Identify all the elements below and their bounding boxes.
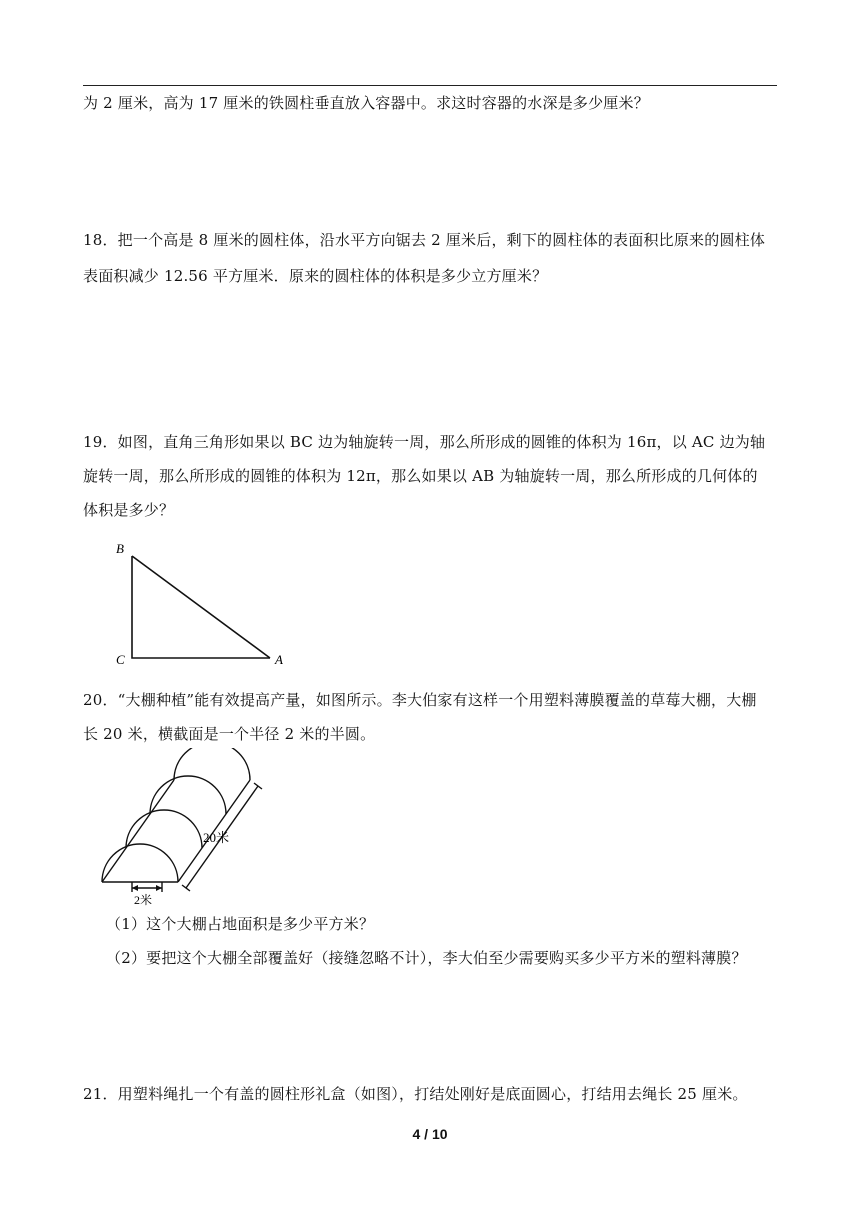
q20-line-1: 20．“大棚种植”能有效提高产量，如图所示。李大伯家有这样一个用塑料薄膜覆盖的草莓大棚，大棚 xyxy=(83,691,757,709)
q19-line-3: 体积是多少？ xyxy=(83,501,175,519)
label-b: B xyxy=(116,541,124,556)
q20-sub-1: （1）这个大棚占地面积是多少平方米？ xyxy=(106,915,375,933)
label-a: A xyxy=(275,652,283,667)
q20-line-2: 长 20 米，横截面是一个半径 2 米的半圆。 xyxy=(83,725,376,743)
label-c: C xyxy=(116,652,125,667)
header-rule xyxy=(83,85,777,86)
arc-2 xyxy=(126,810,202,848)
triangle-hypotenuse xyxy=(132,556,270,658)
q21-line-1: 21．用塑料绳扎一个有盖的圆柱形礼盒（如图），打结处刚好是底面圆心，打结用去绳长 25 厘米。 xyxy=(83,1085,748,1103)
q18-line-2: 表面积减少 12.56 平方厘米．原来的圆柱体的体积是多少立方厘米？ xyxy=(83,267,548,285)
length-label: 20米 xyxy=(203,830,230,845)
front-arc xyxy=(102,844,178,882)
q17-continuation: 为 2 厘米，高为 17 厘米的铁圆柱垂直放入容器中。求这时容器的水深是多少厘米？ xyxy=(83,94,649,112)
radius-label: 2米 xyxy=(134,893,153,907)
q19-line-1: 19．如图，直角三角形如果以 BC 边为轴旋转一周，那么所形成的圆锥的体积为 16π，以 AC 边为轴 xyxy=(83,433,766,451)
greenhouse-figure xyxy=(96,748,276,912)
q18-line-1: 18．把一个高是 8 厘米的圆柱体，沿水平方向锯去 2 厘米后，剩下的圆柱体的表面积比原来的圆柱体 xyxy=(83,231,766,249)
left-side xyxy=(102,780,174,882)
q19-line-2: 旋转一周，那么所形成的圆锥的体积为 12π，那么如果以 AB 为轴旋转一周，那么所形成的几何体的 xyxy=(83,467,758,485)
page-number: 4 / 10 xyxy=(412,1126,448,1142)
q20-sub-2: （2）要把这个大棚全部覆盖好（接缝忽略不计），李大伯至少需要购买多少平方米的塑料薄膜？ xyxy=(106,949,747,967)
right-triangle-figure xyxy=(110,536,300,676)
back-arc xyxy=(174,748,250,780)
arc-3 xyxy=(150,776,226,814)
